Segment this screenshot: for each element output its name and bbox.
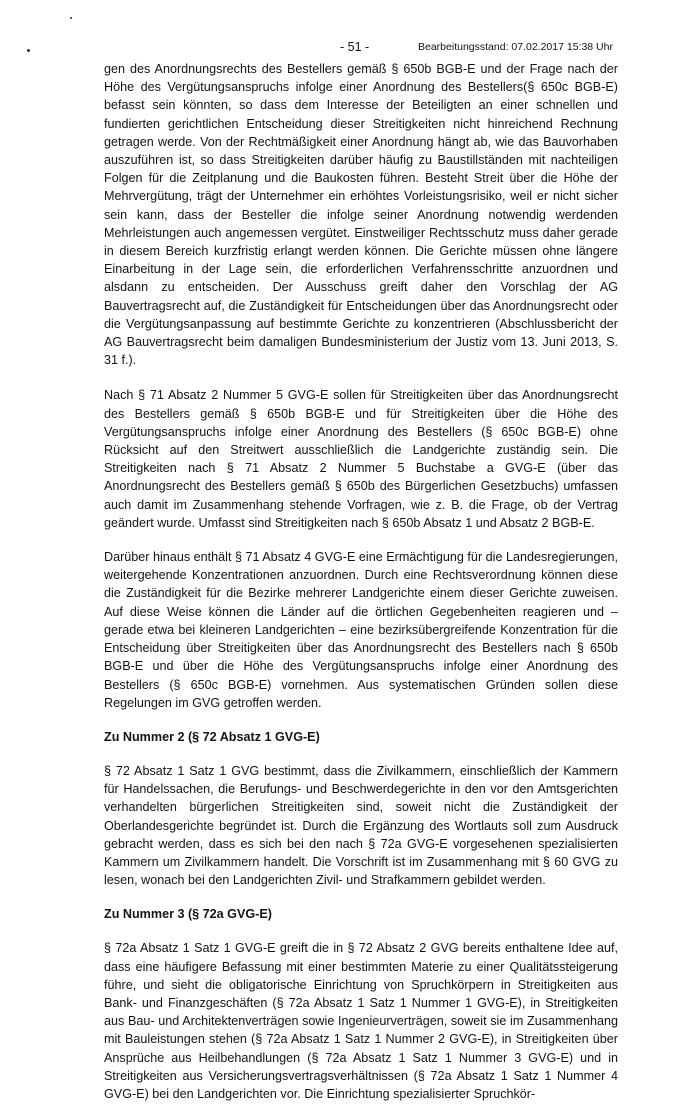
- paragraph: § 72a Absatz 1 Satz 1 GVG-E greift die in § 72 Absatz 2 GVG bereits enthaltene Idee auf, dass eine häufigere Befassung mit einer bestimmten Materie zu einer Qualitätssteigerung führe, und sieht die obligatorische Einrichtung von Spruchkörpern in Streitigkeiten aus Bank- und Finanzgeschäften (§ 72a Absatz 1 Satz 1 Nummer 1 GVG-E), in Streitigkeiten aus Bau- und Architektenverträgen sowie Ingenieurverträgen, soweit sie im Zusammenhang mit Bauleistungen stehen (§ 72a Absatz 1 Satz 1 Nummer 2 GVG-E), in Streitigkeiten über Ansprüche aus Heilbehandlungen (§ 72a Absatz 1 Satz 1 Nummer 3 GVG-E) und in Streitigkeiten aus Versicherungsvertragsverhältnissen (§ 72a Absatz 1 Satz 1 Nummer 4 GVG-E) bei den Landgerichten vor. Die Einrichtung spezialisierter Spruchkör-: [104, 941, 618, 1101]
- paragraph: § 72 Absatz 1 Satz 1 GVG bestimmt, dass die Zivilkammern, einschließlich der Kammern für Handelssachen, die Berufungs- und Beschwerdegerichte in den vor den Amtsgerichten verhandelten bürgerlichen Streitigkeiten sind, soweit nicht die Zuständigkeit der Oberlandesgerichte begründet ist. Durch die Ergänzung des Wortlauts soll zum Ausdruck gebracht werden, dass es sich bei den nach § 72a GVG-E vorgesehenen spezialisierten Kammern um Zivilkammern handelt. Die Vorschrift ist im Zusammenhang mit § 60 GVG zu lesen, wonach bei den Landgerichten Zivil- und Strafkammern gebildet werden.: [104, 763, 618, 888]
- section-heading: Zu Nummer 3 (§ 72a GVG-E): [104, 907, 272, 922]
- scan-artifact-dot: [70, 17, 72, 19]
- page-header: [340, 40, 680, 56]
- document-body: [104, 60, 618, 1119]
- edit-status: Bearbeitungsstand: 07.02.2017 15:38 Uhr: [418, 41, 613, 53]
- paragraph: Nach § 71 Absatz 2 Nummer 5 GVG-E sollen für Streitigkeiten über das Anordnungsrecht des Bestellers gemäß § 650b BGB-E und für Streitigkeiten über die Höhe des Vergütungsanspruchs infolge einer Anordnung des Bestellers (§ 650c BGB-E) ohne Rücksicht auf den Streitwert ausschließlich die Landgerichte zuständig sein. Die Streitigkeiten nach § 71 Absatz 2 Nummer 5 Buchstabe a GVG-E (über das Anordnungsrecht des Bestellers gemäß § 650b des Bürgerlichen Gesetzbuchs) umfassen auch damit im Zusammenhang stehende Vorfragen, wie z. B. die Frage, ob der Vertrag geändert wurde. Umfasst sind Streitigkeiten nach § 650b Absatz 1 und Absatz 2 BGB-E.: [104, 388, 618, 530]
- paragraph: gen des Anordnungsrechts des Bestellers gemäß § 650b BGB-E und der Frage nach der Höhe des Vergütungsanspruchs infolge einer Anordnung des Bestellers(§ 650c BGB-E) befasst sein könnten, so dass dem Interesse der Beteiligten an einer schnellen und fundierten gerichtlichen Entscheidung dieser Streitigkeiten nicht hinreichend Rechnung getragen werde. Von der Rechtmäßigkeit einer Anordnung hängt ab, wie das Bauvorhaben auszuführen ist, so dass Streitigkeiten darüber häufig zu Baustillständen mit nachteiligen Folgen für die Zeitplanung und die Baukosten führen. Besteht Streit über die Höhe der Mehrvergütung, trägt der Unternehmer ein erhöhtes Vorleistungsrisiko, weil er nicht sicher sein kann, dass der Besteller die infolge seiner Anordnung notwendig werdenden Mehrleistungen auch angemessen vergütet. Einstweiliger Rechtsschutz muss daher gerade in diesem Bereich kurzfristig erlangt werden können. Die Gerichte müssen ohne längere Einarbeitung in der Lage sein, die erforderlichen Verfahrensschritte anzuordnen und alsdann zu entscheiden. Der Ausschuss greift daher den Vorschlag der AG Bauvertragsrecht auf, die Zuständigkeit für Entscheidungen über das Anordnungsrecht oder die Vergütungsanpassung auf bestimmte Gerichte zu konzentrieren (Abschlussbericht der AG Bauvertragsrecht beim damaligen Bundesministerium der Justiz vom 13. Juni 2013, S. 31 f.).: [104, 62, 618, 368]
- scan-artifact-dot: [27, 49, 30, 52]
- paragraph: Darüber hinaus enthält § 71 Absatz 4 GVG-E eine Ermächtigung für die Landesregierungen, weitergehende Konzentrationen anzuordnen. Durch eine Rechtsverordnung können diese die Zuständigkeit für die Bezirke mehrerer Landgerichte einem dieser Gerichte zuweisen. Auf diese Weise können die Länder auf die örtlichen Gegebenheiten reagieren und – gerade etwa bei kleineren Landgerichten – eine bezirksübergreifende Konzentration für die Entscheidung über Streitigkeiten über das Anordnungsrecht des Bestellers nach § 650b BGB-E und über die Höhe des Vergütungsanspruchs infolge einer Anordnung des Bestellers (§ 650c BGB-E) vornehmen. Aus systematischen Gründen sollen diese Regelungen im GVG getroffen werden.: [104, 550, 618, 710]
- section-heading: Zu Nummer 2 (§ 72 Absatz 1 GVG-E): [104, 729, 320, 744]
- page-number: - 51 -: [340, 40, 370, 54]
